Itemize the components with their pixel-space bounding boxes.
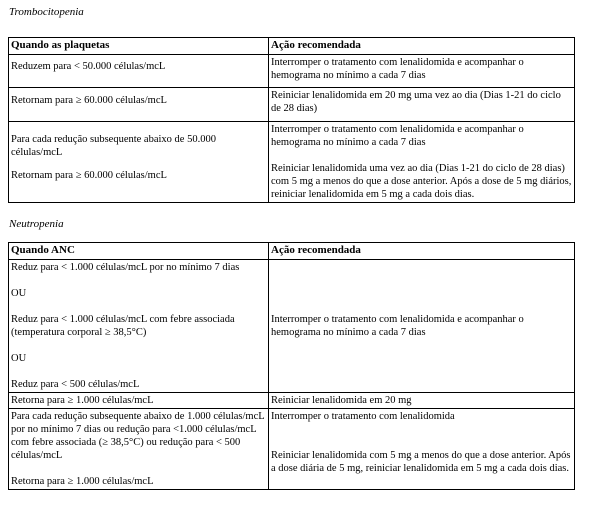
condition-text: Reduz para < 1.000 células/mcL com febre associada (temperatura corporal ≥ 38,5°C): [11, 314, 235, 338]
table-row: [9, 55, 575, 88]
header-action: Ação recomendada: [269, 243, 575, 260]
condition-cell: [9, 260, 269, 393]
thrombocytopenia-table: [8, 37, 575, 203]
condition-text: Retorna para ≥ 1.000 células/mcL: [11, 395, 154, 406]
action-cell: [269, 122, 575, 203]
neutropenia-table: [8, 242, 575, 490]
condition-cell: [9, 88, 269, 122]
table-header-row: [9, 243, 575, 260]
action-cell: [269, 409, 575, 490]
action-text: Reiniciar lenalidomida em 20 mg: [271, 395, 412, 406]
condition-text: OU: [11, 353, 27, 364]
condition-text: Retornam para ≥ 60.000 células/mcL: [11, 170, 167, 181]
condition-text: Para cada redução subsequente abaixo de 1.000 células/mcL por no mínimo 7 dias ou redução para <1.000 células/mcL com febre associada (≥ 38,5°C) ou redução para < 500 células/mcL: [11, 411, 265, 461]
action-text: Reiniciar lenalidomida uma vez ao dia (Dias 1-21 do ciclo de 28 dias) com 5 mg a menos do que a dose anterior. Após a dose de 5 mg diários, reiniciar lenalidomida em 5 mg a cada dois dias.: [271, 163, 572, 200]
condition-cell: [9, 409, 269, 490]
thrombocytopenia-title: Trombocitopenia: [9, 6, 84, 18]
neutropenia-title: Neutropenia: [9, 218, 64, 230]
action-text: Interromper o tratamento com lenalidomida e acompanhar o hemograma no mínimo a cada 7 dias: [271, 57, 524, 81]
condition-cell: [9, 55, 269, 88]
header-anc: Quando ANC: [9, 243, 269, 260]
table-row: [9, 409, 575, 490]
table-header-row: [9, 38, 575, 55]
condition-text: OU: [11, 288, 27, 299]
action-text: Reiniciar lenalidomida em 20 mg uma vez ao dia (Dias 1-21 do ciclo de 28 dias): [271, 90, 561, 114]
condition-text: Retornam para ≥ 60.000 células/mcL: [11, 95, 167, 106]
condition-cell: [9, 393, 269, 409]
action-cell: [269, 88, 575, 122]
table-row: [9, 393, 575, 409]
table-row: [9, 122, 575, 203]
condition-text: Reduz para < 500 células/mcL: [11, 379, 140, 390]
action-text: Interromper o tratamento com lenalidomida e acompanhar o hemograma no mínimo a cada 7 dias: [271, 314, 524, 338]
action-text: Interromper o tratamento com lenalidomida: [271, 411, 455, 422]
condition-text: Retorna para ≥ 1.000 células/mcL: [11, 476, 154, 487]
condition-cell: [9, 122, 269, 203]
table-row: [9, 260, 575, 393]
table-row: [9, 88, 575, 122]
action-text: Reiniciar lenalidomida com 5 mg a menos do que a dose anterior. Após a dose diária de 5 mg, reiniciar lenalidomida em 5 mg a cada dois dias.: [271, 450, 571, 474]
action-cell: [269, 393, 575, 409]
action-cell: [269, 55, 575, 88]
action-text: Interromper o tratamento com lenalidomida e acompanhar o hemograma no mínimo a cada 7 dias: [271, 124, 524, 148]
header-action: Ação recomendada: [269, 38, 575, 55]
condition-text: Reduz para < 1.000 células/mcL por no mínimo 7 dias: [11, 262, 240, 273]
condition-text: Reduzem para < 50.000 células/mcL: [11, 61, 166, 72]
condition-text: Para cada redução subsequente abaixo de 50.000 células/mcL: [11, 134, 216, 158]
header-platelets: Quando as plaquetas: [9, 38, 269, 55]
action-cell: [269, 260, 575, 393]
